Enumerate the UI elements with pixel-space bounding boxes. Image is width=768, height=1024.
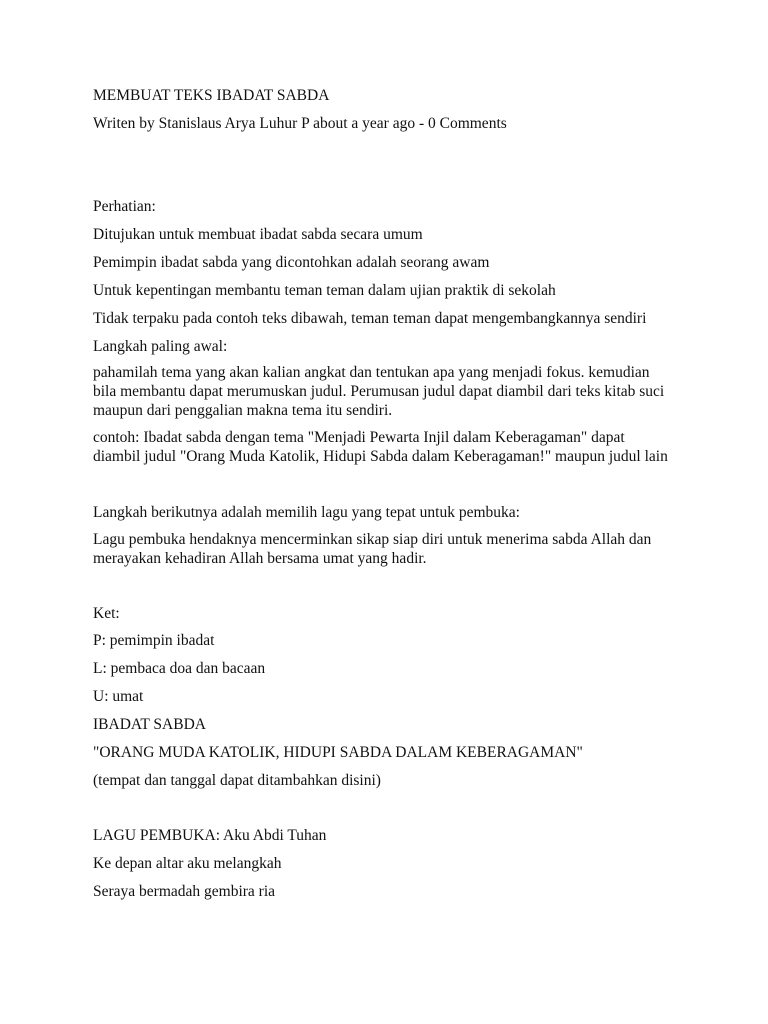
ket-heading: Ket: <box>93 605 120 622</box>
ibadat-subtitle: "ORANG MUDA KATOLIK, HIDUPI SABDA DALAM KEBERAGAMAN" <box>93 744 583 761</box>
song-line: Ke depan altar aku melangkah <box>93 855 282 872</box>
byline: Writen by Stanislaus Arya Luhur P about a year ago - 0 Comments <box>93 115 507 132</box>
step1-line: pahamilah tema yang akan kalian angkat dan tentukan apa yang menjadi fokus. kemudian <box>93 364 650 381</box>
ket-item: P: pemimpin ibadat <box>93 632 215 649</box>
song-line: Seraya bermadah gembira ria <box>93 883 276 900</box>
example-line: diambil judul "Orang Muda Katolik, Hidupi Sabda dalam Keberagaman!" maupun judul lain <box>93 448 668 465</box>
ibadat-note: (tempat dan tanggal dapat ditambahkan disini) <box>93 772 381 789</box>
ket-item: U: umat <box>93 688 144 705</box>
step1-line: maupun dari penggalian makna tema itu sendiri. <box>93 402 393 419</box>
step2-heading: Langkah berikutnya adalah memilih lagu yang tepat untuk pembuka: <box>93 504 520 521</box>
perhatian-item: Pemimpin ibadat sabda yang dicontohkan adalah seorang awam <box>93 254 490 271</box>
perhatian-item: Untuk kepentingan membantu teman teman dalam ujian praktik di sekolah <box>93 282 556 299</box>
step1-heading: Langkah paling awal: <box>93 338 228 355</box>
perhatian-item: Tidak terpaku pada contoh teks dibawah, teman teman dapat mengembangkannya sendiri <box>93 310 647 327</box>
ibadat-title: IBADAT SABDA <box>93 716 206 733</box>
example-line: contoh: Ibadat sabda dengan tema "Menjadi Pewarta Injil dalam Keberagaman" dapat <box>93 429 625 446</box>
perhatian-item: Ditujukan untuk membuat ibadat sabda secara umum <box>93 226 423 243</box>
step2-line: merayakan kehadiran Allah bersama umat yang hadir. <box>93 550 427 567</box>
step1-line: bila membantu dapat merumuskan judul. Perumusan judul dapat diambil dari teks kitab suci <box>93 383 665 400</box>
document-title: MEMBUAT TEKS IBADAT SABDA <box>93 87 330 104</box>
ket-item: L: pembaca doa dan bacaan <box>93 660 266 677</box>
step2-line: Lagu pembuka hendaknya mencerminkan sikap siap diri untuk menerima sabda Allah dan <box>93 531 652 548</box>
perhatian-heading: Perhatian: <box>93 198 156 215</box>
song-heading: LAGU PEMBUKA: Aku Abdi Tuhan <box>93 827 327 844</box>
